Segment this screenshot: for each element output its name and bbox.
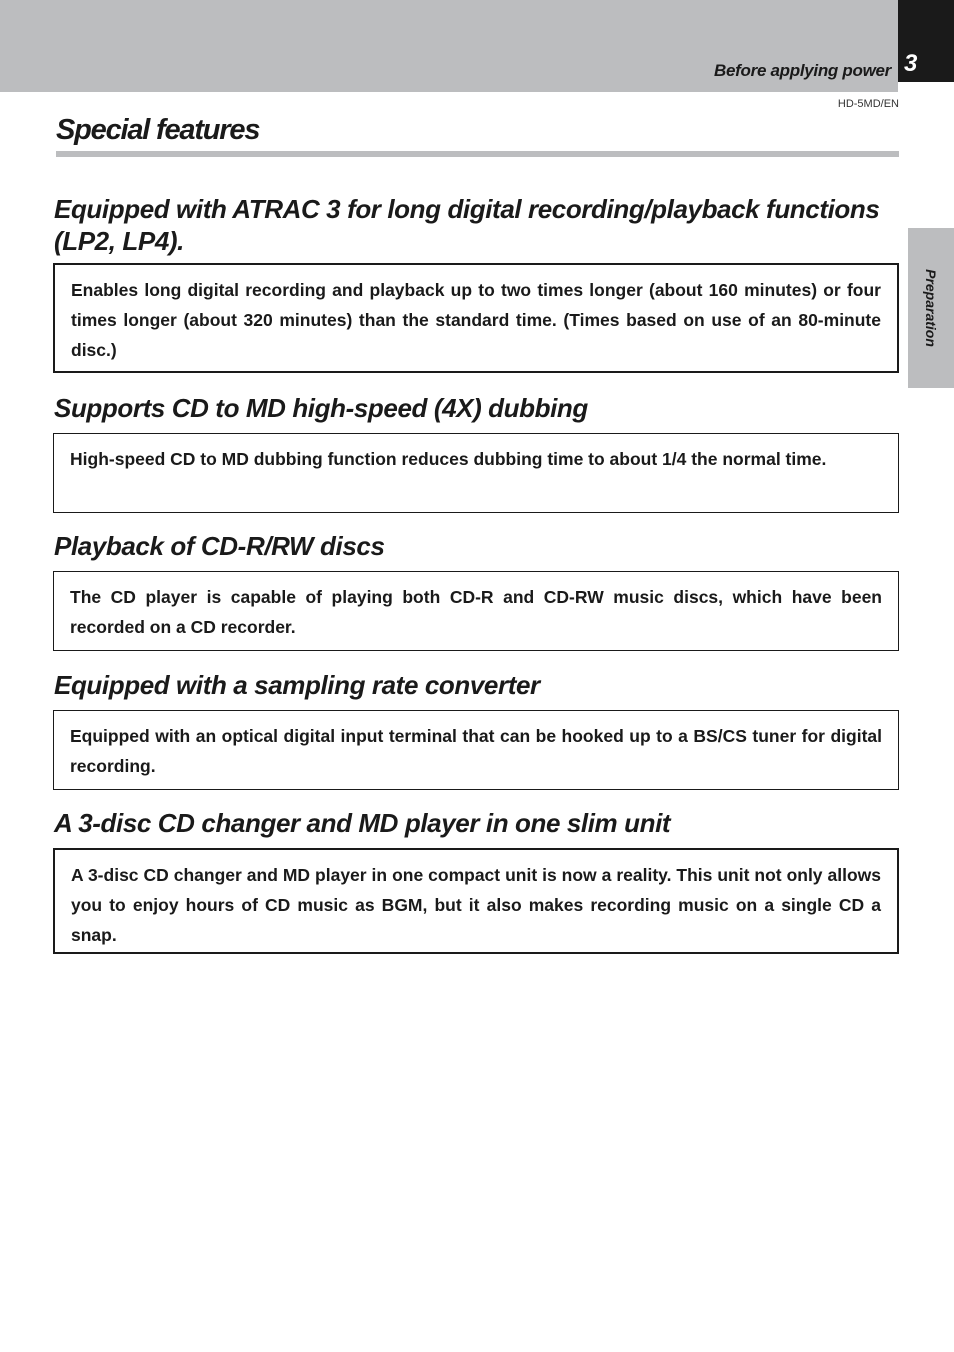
- feature-body-sampling-rate-converter: Equipped with an optical digital input terminal that can be hooked up to a BS/CS tuner for digital recording.: [70, 726, 882, 776]
- feature-body-atrac3: Enables long digital recording and playback up to two times longer (about 160 minutes) or four times longer (about 320 minutes) than the standard time. (Times based on use of an 80-minute disc.): [71, 280, 881, 360]
- feature-heading-sampling-rate-converter: Equipped with a sampling rate converter: [54, 670, 540, 700]
- page-number: 3: [904, 50, 918, 77]
- feature-box-sampling-rate-converter: [53, 710, 899, 790]
- section-label: Before applying power: [714, 61, 891, 80]
- side-tab-label: Preparation: [923, 269, 939, 347]
- model-code: HD-5MD/EN: [837, 98, 899, 110]
- page-title: Special features: [56, 114, 260, 146]
- feature-heading-cdr-rw-playback: Playback of CD-R/RW discs: [54, 531, 385, 561]
- feature-box-cd-changer-md-player: [53, 848, 899, 954]
- feature-box-cdr-rw-playback: [53, 571, 899, 651]
- feature-heading-atrac3: Equipped with ATRAC 3 for long digital recording/playback functions (LP2, LP4).: [54, 194, 880, 256]
- feature-heading-high-speed-dubbing: Supports CD to MD high-speed (4X) dubbing: [54, 393, 588, 423]
- feature-body-cdr-rw-playback: The CD player is capable of playing both CD-R and CD-RW music discs, which have been recorded on a CD recorder.: [70, 587, 882, 637]
- feature-box-high-speed-dubbing: [53, 433, 899, 513]
- feature-body-high-speed-dubbing: High-speed CD to MD dubbing function reduces dubbing time to about 1/4 the normal time.: [70, 449, 827, 469]
- title-rule: [56, 151, 899, 157]
- feature-body-cd-changer-md-player: A 3-disc CD changer and MD player in one compact unit is now a reality. This unit not only allows you to enjoy hours of CD music as BGM, but it also makes recording music on a single CD a snap.: [71, 865, 881, 945]
- feature-box-atrac3: [53, 263, 899, 373]
- feature-heading-cd-changer-md-player: A 3-disc CD changer and MD player in one slim unit: [54, 808, 671, 838]
- side-tab: [908, 228, 954, 388]
